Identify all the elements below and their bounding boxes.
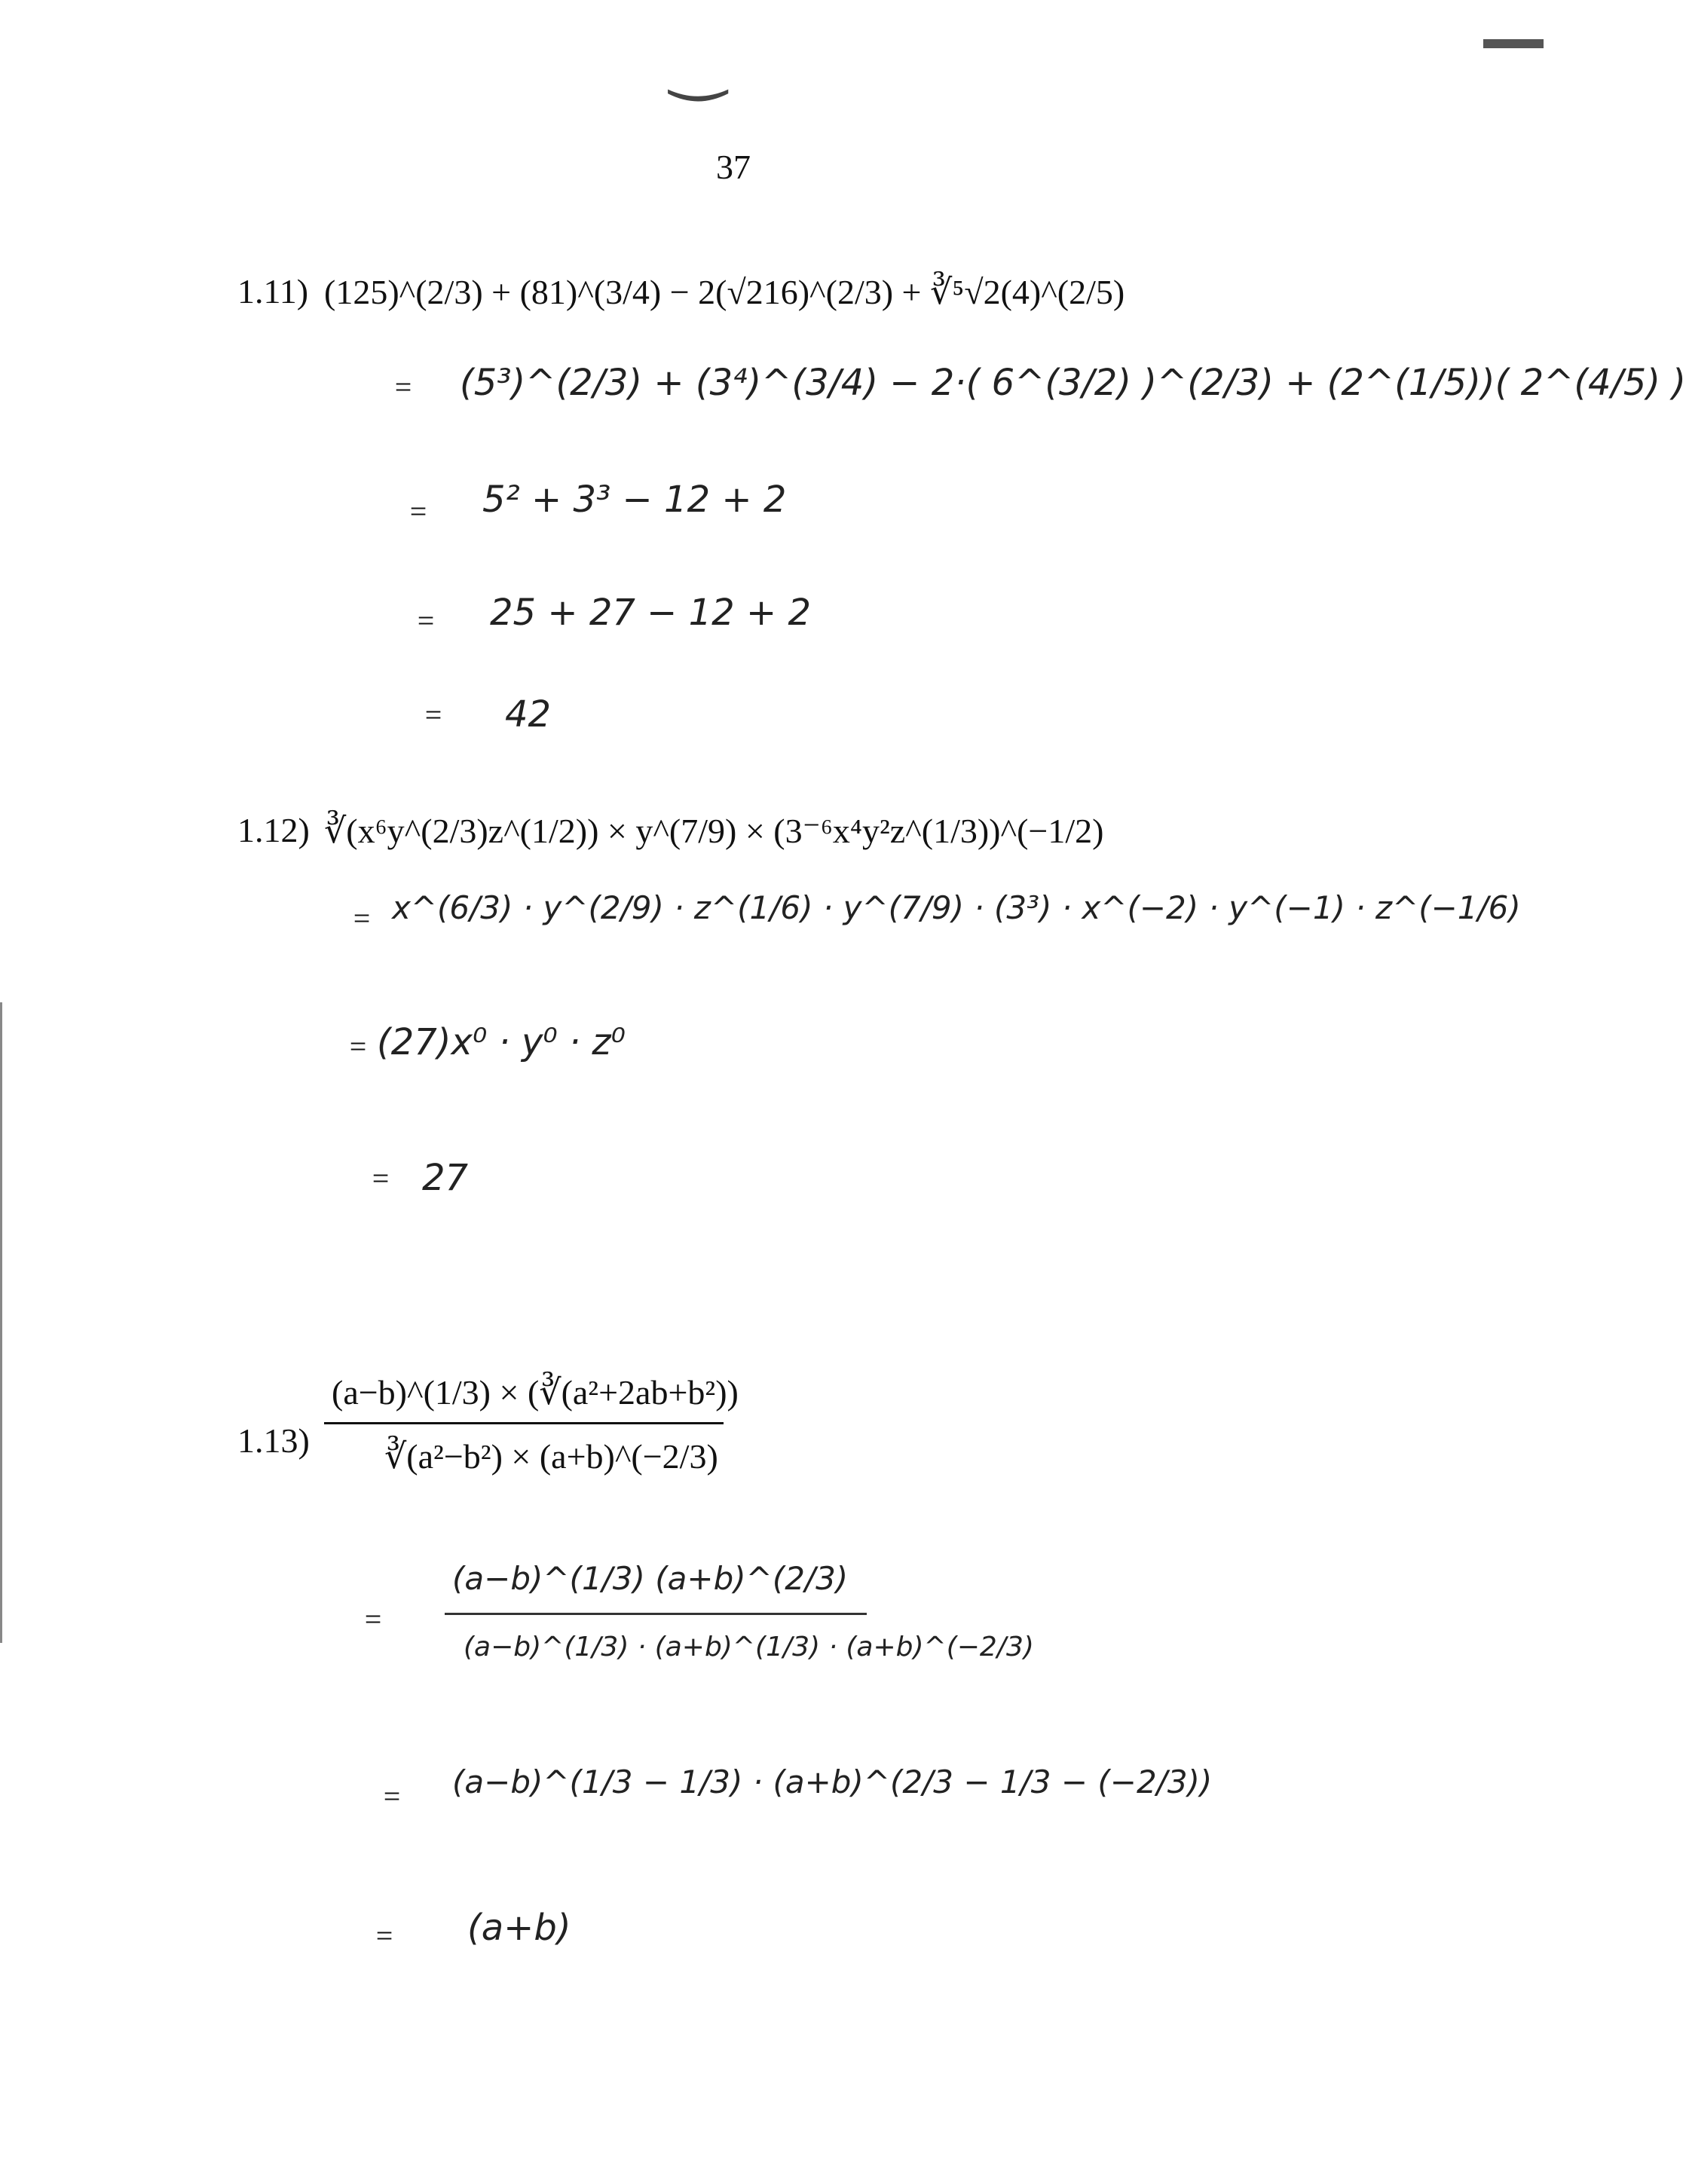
- equals-sign: =: [394, 370, 412, 404]
- equals-sign: =: [383, 1779, 401, 1813]
- equals-sign: =: [353, 901, 371, 935]
- page-number: 37: [716, 148, 751, 186]
- equals-sign: =: [409, 494, 427, 528]
- problem-1-13-numerator: (a−b)^(1/3) × (∛(a²+2ab+b²)): [332, 1373, 739, 1412]
- problem-1-11-step-3: 25 + 27 − 12 + 2: [490, 592, 811, 634]
- top-mark: ‿: [671, 23, 726, 102]
- equals-sign: =: [417, 604, 435, 638]
- equals-sign: =: [375, 1919, 393, 1953]
- problem-1-12-question: ∛(x⁶y^(2/3)z^(1/2)) × y^(7/9) × (3⁻⁶x⁴y²z^(1/3))^(−1/2): [324, 812, 1104, 850]
- problem-1-13-step-2: (a−b)^(1/3 − 1/3) · (a+b)^(2/3 − 1/3 − (−2/3)): [452, 1763, 1213, 1800]
- problem-1-13-step-1-fraction-bar: [445, 1613, 867, 1615]
- problem-1-11-label: 1.11): [237, 272, 309, 310]
- problem-1-13-answer: (a+b): [467, 1907, 571, 1949]
- problem-1-11-step-2: 5² + 3³ − 12 + 2: [482, 479, 787, 521]
- problem-1-12-step-2: (27)x⁰ · y⁰ · z⁰: [377, 1021, 626, 1063]
- problem-1-12-step-1: x^(6/3) · y^(2/9) · z^(1/6) · y^(7/9) · (3³) · x^(−2) · y^(−1) · z^(−1/6): [392, 889, 1521, 926]
- equals-sign: =: [424, 698, 442, 732]
- scan-mark-left-edge: [0, 1002, 2, 1643]
- scan-mark-top-right: [1483, 39, 1544, 48]
- problem-1-11-step-1: (5³)^(2/3) + (3⁴)^(3/4) − 2·( 6^(3/2) )^(2/3) + (2^(1/5))( 2^(4/5) ): [460, 362, 1686, 404]
- problem-1-11-question: (125)^(2/3) + (81)^(3/4) − 2(√216)^(2/3) + ∛⁵√2(4)^(2/5): [324, 273, 1125, 311]
- problem-1-13-label: 1.13): [237, 1421, 310, 1460]
- equals-sign: =: [364, 1602, 382, 1636]
- problem-1-12-answer: 27: [422, 1157, 469, 1199]
- problem-1-12-label: 1.12): [237, 811, 310, 849]
- problem-1-13-step-1-denominator: (a−b)^(1/3) · (a+b)^(1/3) · (a+b)^(−2/3): [464, 1632, 1034, 1662]
- problem-1-13-fraction-bar: [324, 1422, 724, 1424]
- problem-1-13-denominator: ∛(a²−b²) × (a+b)^(−2/3): [384, 1437, 718, 1476]
- problem-1-13-step-1-numerator: (a−b)^(1/3) (a+b)^(2/3): [452, 1560, 849, 1597]
- equals-sign: =: [372, 1161, 390, 1195]
- problem-1-11-answer: 42: [505, 693, 552, 736]
- equals-sign: =: [349, 1029, 367, 1063]
